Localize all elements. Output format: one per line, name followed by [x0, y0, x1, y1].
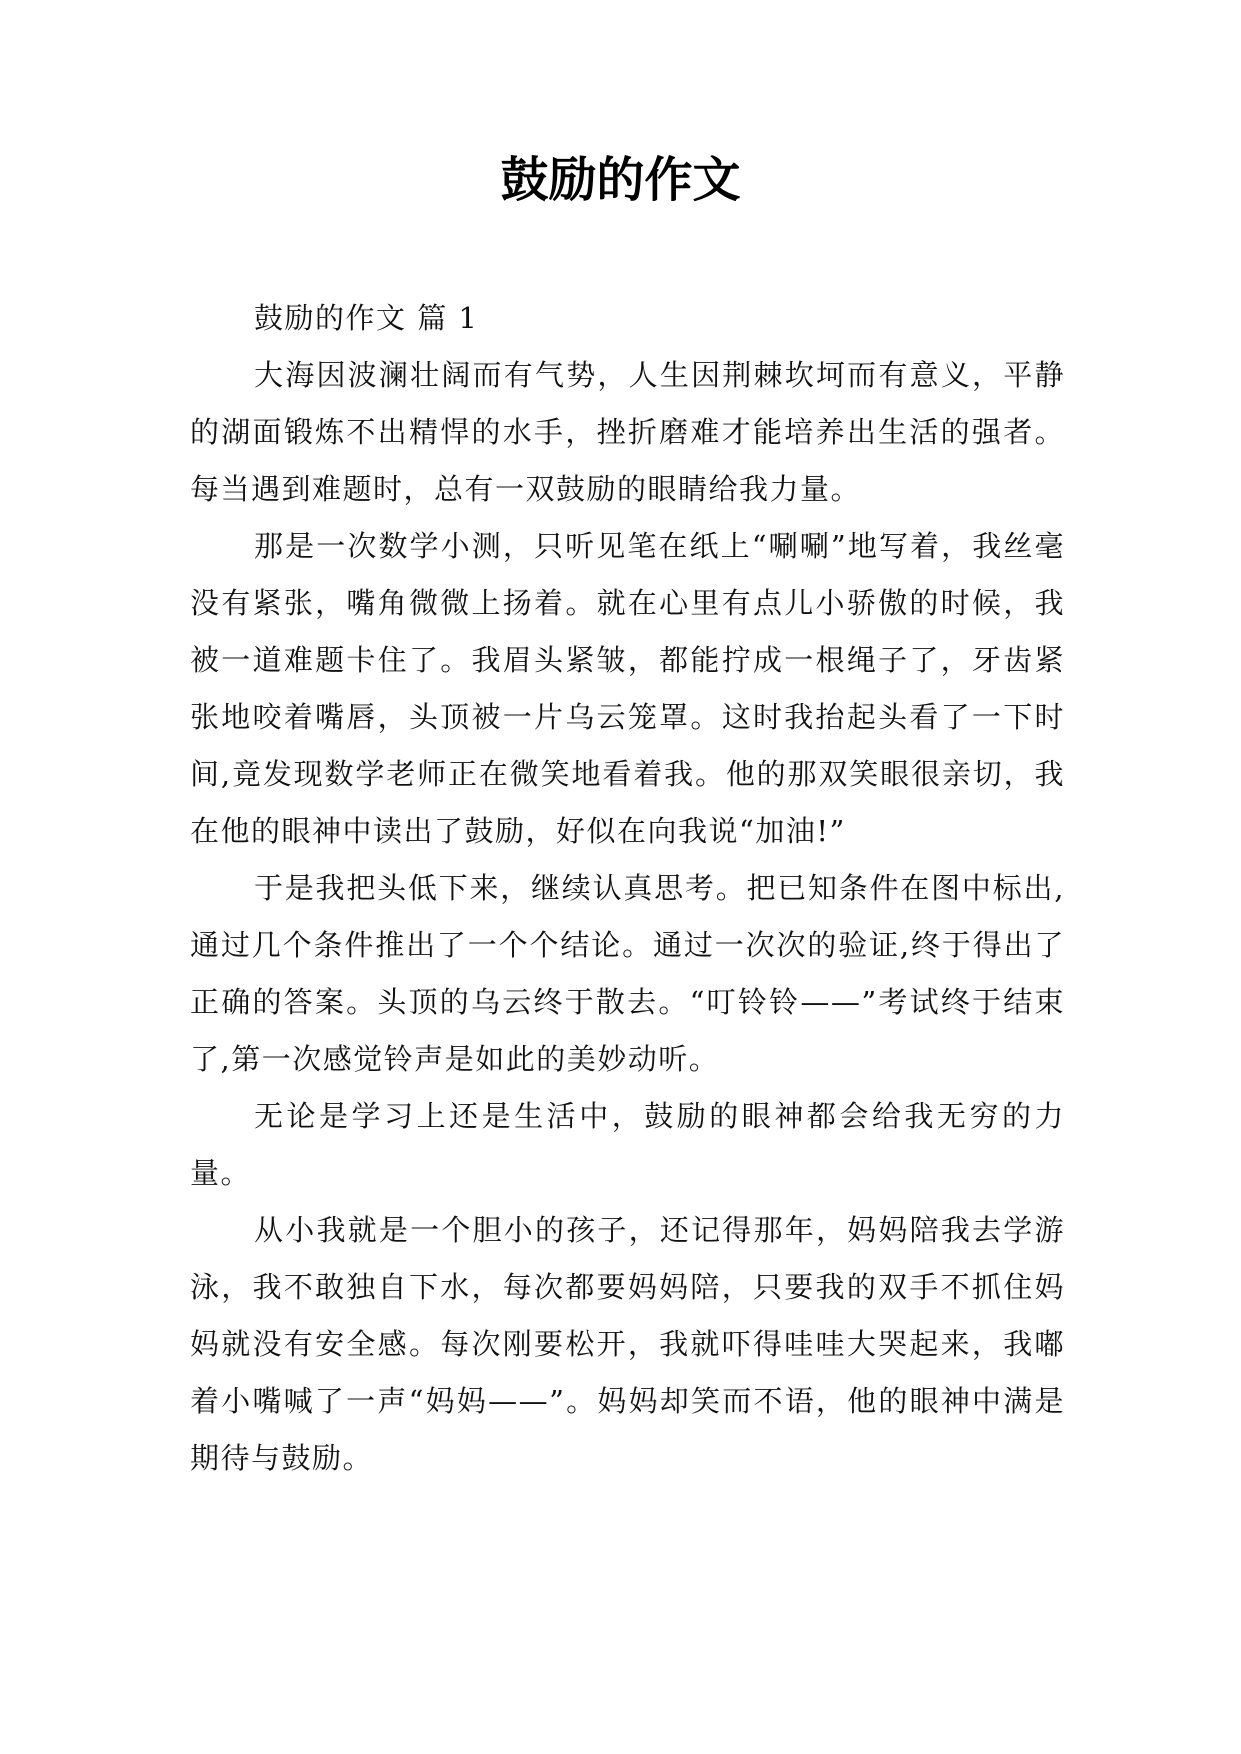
- section-heading: 鼓励的作文 篇 1: [254, 301, 479, 335]
- paragraph-3: 于是我把头低下来，继续认真思考。把已知条件在图中标出,通过几个条件推出了一个个结论。通过一次次的验证,终于得出了正确的答案。头顶的乌云终于散去。“叮铃铃——”考试终于结束了,第一次感觉铃声是如此的美妙动听。: [190, 871, 1065, 1076]
- document-title: 鼓励的作文: [500, 152, 741, 208]
- paragraph-1: 大海因波澜壮阔而有气势，人生因荆棘坎坷而有意义，平静的湖面锻炼不出精悍的水手，挫折磨难才能培养出生活的强者。每当遇到难题时，总有一双鼓励的眼睛给我力量。: [190, 358, 1065, 506]
- paragraph-4: 无论是学习上还是生活中，鼓励的眼神都会给我无穷的力量。: [190, 1099, 1065, 1190]
- paragraph-5: 从小我就是一个胆小的孩子，还记得那年，妈妈陪我去学游泳，我不敢独自下水，每次都要妈妈陪，只要我的双手不抓住妈妈就没有安全感。每次刚要松开，我就吓得哇哇大哭起来，我嘟着小嘴喊了一声“妈妈——”。妈妈却笑而不语，他的眼神中满是期待与鼓励。: [190, 1213, 1065, 1475]
- paragraph-2: 那是一次数学小测，只听见笔在纸上“唰唰”地写着，我丝毫没有紧张，嘴角微微上扬着。就在心里有点儿小骄傲的时候，我被一道难题卡住了。我眉头紧皱，都能拧成一根绳子了，牙齿紧张地咬着嘴唇，头顶被一片乌云笼罩。这时我抬起头看了一下时间,竟发现数学老师正在微笑地看着我。他的那双笑眼很亲切，我在他的眼神中读出了鼓励，好似在向我说“加油!”: [190, 529, 1065, 848]
- document-body: [190, 290, 1065, 1487]
